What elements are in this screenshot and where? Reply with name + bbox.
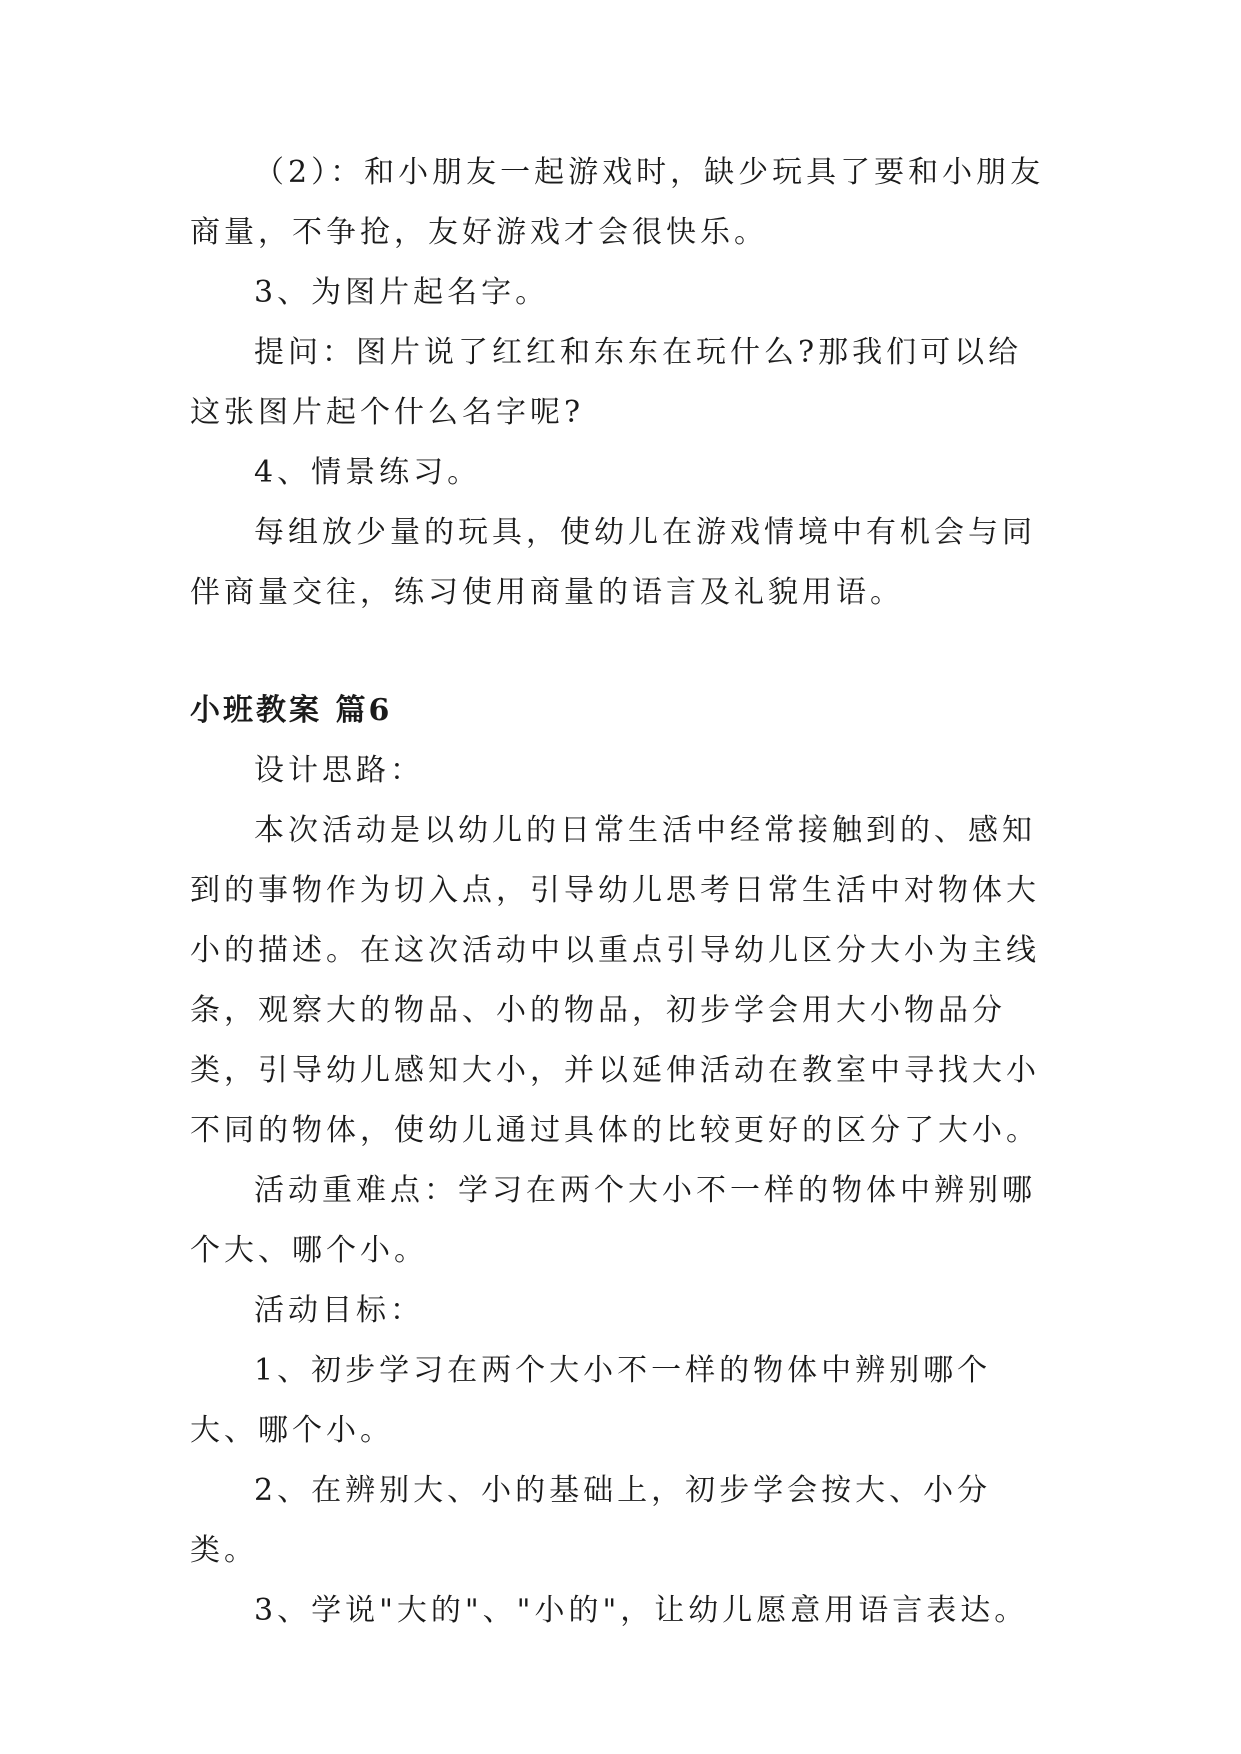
text-block-top [190,143,1050,623]
paragraph: 活动目标： [254,1293,424,1328]
paragraph: （2）：和小朋友一起游戏时，缺少玩具了要和小朋友商量，不争抢，友好游戏才会很快乐。 [190,155,1045,250]
paragraph: 3、为图片起名字。 [254,275,550,310]
paragraph: 本次活动是以幼儿的日常生活中经常接触到的、感知到的事物作为切入点，引导幼儿思考日常生活中对物体大小的描述。在这次活动中以重点引导幼儿区分大小为主线条，观察大的物品、小的物品，初步学会用大小物品分类，引导幼儿感知大小，并以延伸活动在教室中寻找大小不同的物体，使幼儿通过具体的比较更好的区分了大小。 [190,813,1040,1148]
paragraph: 4、情景练习。 [254,455,482,490]
paragraph: 2、在辨别大、小的基础上，初步学会按大、小分类。 [190,1473,992,1568]
paragraph: 设计思路： [254,753,424,788]
paragraph: 每组放少量的玩具，使幼儿在游戏情境中有机会与同伴商量交往，练习使用商量的语言及礼貌用语。 [190,515,1036,610]
paragraph: 1、初步学习在两个大小不一样的物体中辨别哪个大、哪个小。 [190,1353,992,1448]
section-6 [190,681,1050,1641]
paragraph: 3、学说"大的"、"小的"，让幼儿愿意用语言表达。 [254,1593,1029,1628]
section-heading: 小班教案 篇6 [190,693,393,728]
paragraph: 活动重难点：学习在两个大小不一样的物体中辨别哪个大、哪个小。 [190,1173,1036,1268]
paragraph: 提问：图片说了红红和东东在玩什么?那我们可以给这张图片起个什么名字呢? [190,335,1023,430]
